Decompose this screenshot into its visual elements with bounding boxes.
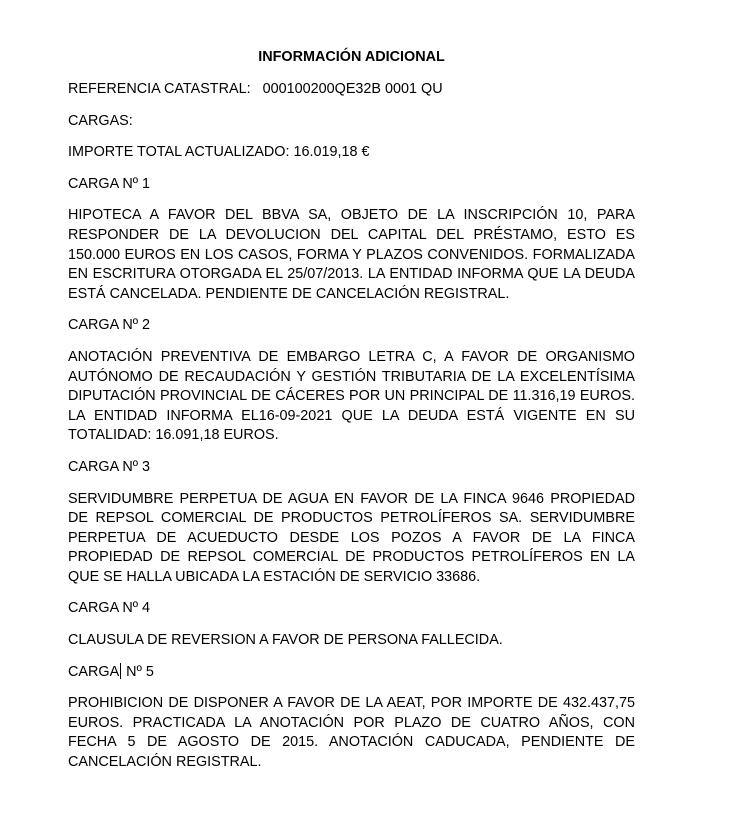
carga-3-heading: CARGA Nº 3 [68, 458, 151, 475]
carga-4-text: CLAUSULA DE REVERSION A FAVOR DE PERSONA FALLECIDA. [68, 632, 503, 649]
carga-5-heading [68, 663, 635, 683]
carga-2-heading: CARGA Nº 2 [68, 317, 151, 334]
document-title: INFORMACIÓN ADICIONAL [258, 49, 445, 65]
carga-5-heading-part1: CARGA [68, 663, 120, 680]
referencia-value: 000100200QE32B 0001 QU [262, 81, 443, 97]
carga-1-text: HIPOTECA A FAVOR DEL BBVA SA, OBJETO DE LA INSCRIPCIÓN 10, PARA RESPONDER DE LA DEVOLUCION DEL CAPITAL DEL PRÉSTAMO, ESTO ES 150.000 EUROS EN LOS CASOS, FORMA Y PLAZOS CONVENIDOS. FORMALIZADA EN ESCRITURA OTORGADA EL 25/07/2013. LA ENTIDAD INFORMA QUE LA DEUDA ESTÁ CANCELADA. PENDIENTE DE CANCELACIÓN REGISTRAL. [68, 207, 635, 302]
carga-1-heading: CARGA Nº 1 [68, 175, 151, 192]
referencia-label: REFERENCIA CATASTRAL: [68, 81, 251, 97]
document-page[interactable] [68, 48, 635, 785]
cargas-label: CARGAS: [68, 112, 133, 129]
referencia-catastral [68, 80, 635, 100]
carga-4-heading: CARGA Nº 4 [68, 600, 151, 617]
carga-5-text: PROHIBICION DE DISPONER A FAVOR DE LA AEAT, POR IMPORTE DE 432.437,75 EUROS. PRACTICADA LA ANOTACIÓN POR PLAZO DE CUATRO AÑOS, CON FECHA 5 DE AGOSTO DE 2015. ANOTACIÓN CADUCADA, PENDIENTE DE CANCELACIÓN REGISTRAL. [68, 695, 635, 771]
carga-2-text: ANOTACIÓN PREVENTIVA DE EMBARGO LETRA C, A FAVOR DE ORGANISMO AUTÓNOMO DE RECAUDACIÓN Y GESTIÓN TRIBUTARIA DE LA EXCELENTÍSIMA DIPUTACIÓN PROVINCIAL DE CÁCERES POR UN PRINCIPAL DE 11.316,19 EUROS. LA ENTIDAD INFORMA EL16-09-2021 QUE LA DEUDA ESTÁ VIGENTE EN SU TOTALIDAD: 16.091,18 EUROS. [68, 348, 635, 444]
importe-total: IMPORTE TOTAL ACTUALIZADO: 16.019,18 € [68, 144, 370, 161]
carga-3-text: SERVIDUMBRE PERPETUA DE AGUA EN FAVOR DE LA FINCA 9646 PROPIEDAD DE REPSOL COMERCIAL DE PRODUCTOS PETROLÍFEROS SA. SERVIDUMBRE PERPETUA DE ACUEDUCTO DESDE LOS POZOS A FAVOR DE LA FINCA PROPIEDAD DE REPSOL COMERCIAL DE PRODUCTOS PETROLÍFEROS EN LA QUE SE HALLA UBICADA LA ESTACIÓN DE SERVICIO 33686. [68, 490, 635, 585]
carga-5-heading-part2: Nº 5 [122, 663, 154, 680]
